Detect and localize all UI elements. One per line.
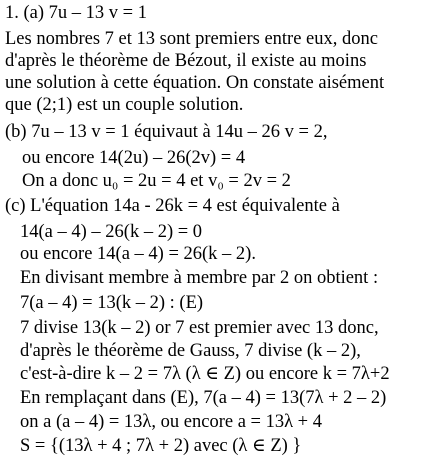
line-10: 14(a – 4) – 26(k – 2) = 0 (20, 222, 203, 242)
line-6-part-b: (b) 7u – 13 v = 1 équivaut à 14u – 26 v = 2, (5, 122, 328, 142)
line-14: 7 divise 13(k – 2) or 7 est premier avec 13 donc, (20, 318, 379, 338)
line-5: que (2;1) est un couple solution. (5, 95, 244, 115)
line-19-solution-set: S = {(13λ + 4 ; 7λ + 2) avec (λ ∈ Z) } (20, 436, 302, 456)
line-18: on a (a – 4) = 13λ, ou encore a = 13λ + 4 (20, 412, 322, 432)
line-8: On a donc u₀ = 2u = 4 et v₀ = 2v = 2 (22, 171, 291, 191)
line-17: En remplaçant dans (E), 7(a – 4) = 13(7λ + 2 – 2) (20, 388, 387, 408)
line-1-question: 1. (a) 7u – 13 v = 1 (5, 3, 147, 23)
line-9-part-c: (c) L'équation 14a - 26k = 4 est équivalente à (5, 196, 340, 216)
line-16: c'est-à-dire k – 2 = 7λ (λ ∈ Z) ou encore k = 7λ+2 (20, 364, 390, 384)
line-12: En divisant membre à membre par 2 on obtient : (20, 268, 379, 288)
line-15: d'après le théorème de Gauss, 7 divise (k – 2), (20, 341, 361, 361)
line-2: Les nombres 7 et 13 sont premiers entre eux, donc (5, 29, 378, 49)
line-4: une solution à cette équation. On constate aisément (5, 73, 385, 93)
line-3: d'après le théorème de Bézout, il existe au moins (5, 51, 367, 71)
line-11: ou encore 14(a – 4) = 26(k – 2). (20, 244, 256, 264)
line-7: ou encore 14(2u) – 26(2v) = 4 (22, 148, 246, 168)
line-13-equation-e: 7(a – 4) = 13(k – 2) : (E) (20, 293, 204, 313)
